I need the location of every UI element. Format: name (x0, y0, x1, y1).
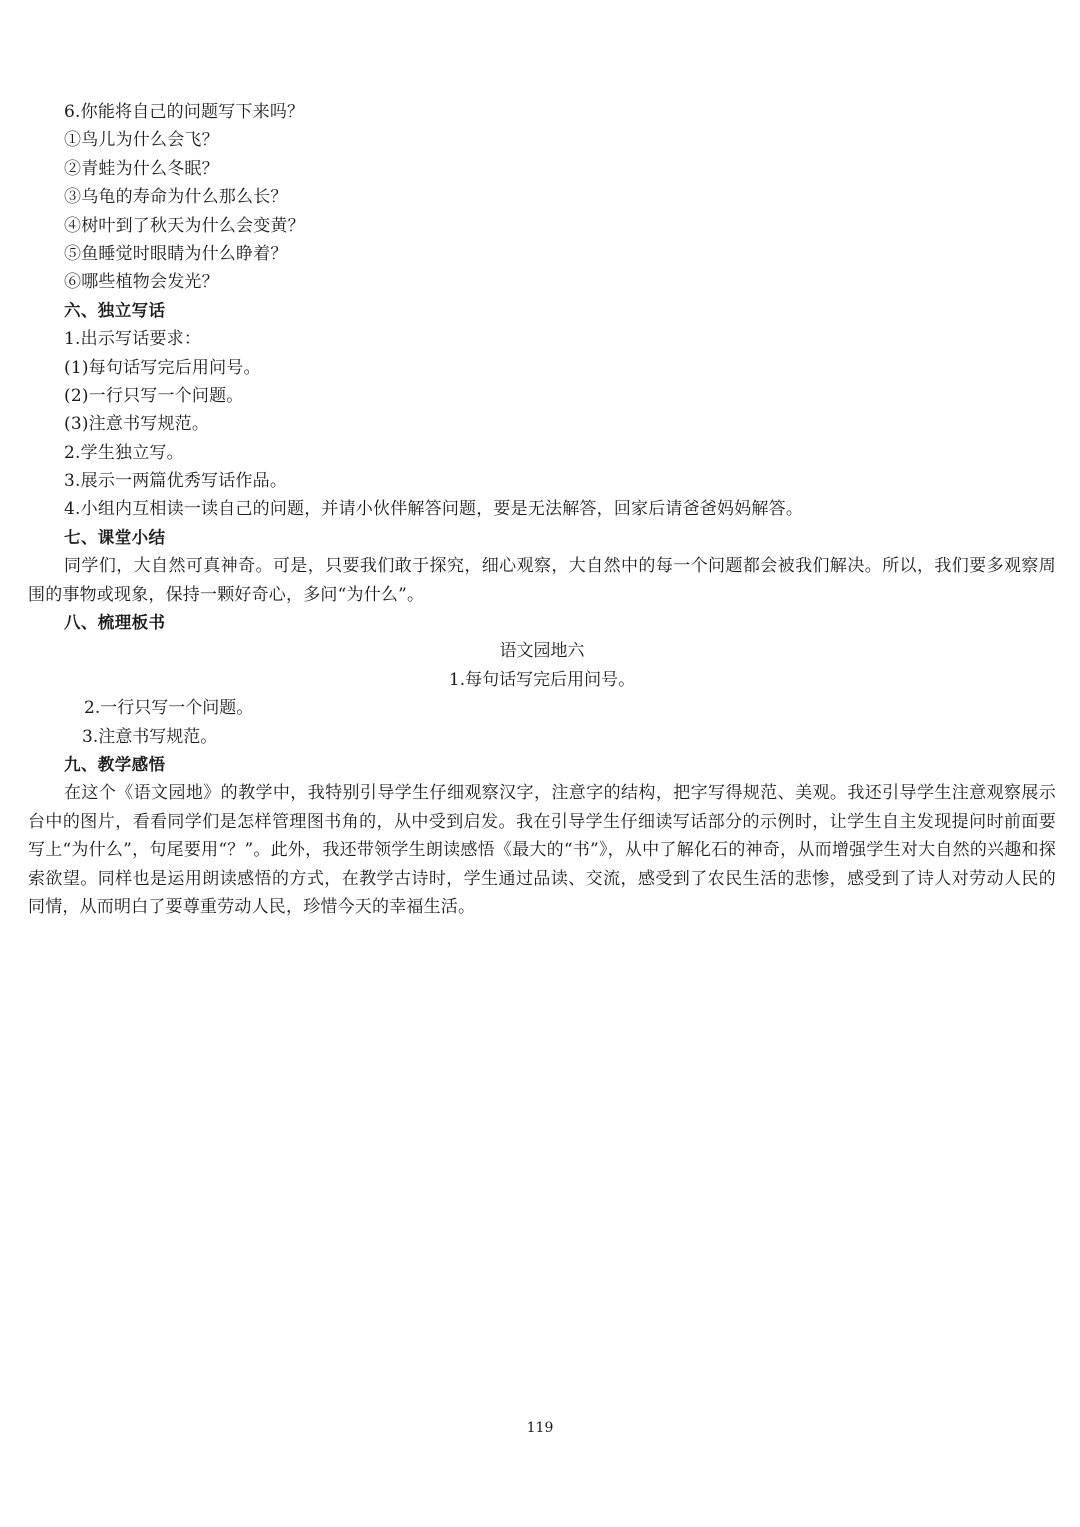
writing-requirement: (1)每句话写完后用问号。 (64, 357, 261, 378)
section-heading-blackboard: 八、梳理板书 (64, 613, 166, 633)
question-item: ④树叶到了秋天为什么会变黄？ (64, 215, 305, 236)
writing-requirement: (2)一行只写一个问题。 (64, 385, 244, 406)
writing-step: 2.学生独立写。 (64, 442, 184, 463)
writing-step: 4.小组内互相读一读自己的问题，并请小伙伴解答问题，要是无法解答，回家后请爸爸妈妈解答。 (64, 499, 804, 520)
section-heading-class-summary: 七、课堂小结 (64, 527, 166, 547)
blackboard-title: 语文园地六 (499, 641, 585, 662)
question-item: ③乌龟的寿命为什么那么长？ (64, 187, 288, 208)
question-item: ⑥哪些植物会发光？ (64, 272, 219, 293)
teaching-reflection-paragraph: 在这个《语文园地》的教学中，我特别引导学生仔细观察汉字，注意字的结构，把字写得规范、美观。我还引导学生注意观察展示台中的图片，看看同学们是怎样管理图书角的，从中受到启发。我在引导学生仔细读写话部分的示例时，让学生自主发现提问时前面要写上“为什么”，句尾要用“？”。此外，我还带领学生朗读感悟《最大的“书”》，从中了解化石的神奇，从而增强学生对大自然的兴趣和探索欲望。同样也是运用朗读感悟的方式，在教学古诗时，学生通过品读、交流，感受到了农民生活的悲惨，感受到了诗人对劳动人民的同情，从而明白了要尊重劳动人民，珍惜今天的幸福生活。 (28, 783, 1056, 918)
question-item: ②青蛙为什么冬眠？ (64, 158, 219, 179)
question-item: ①鸟儿为什么会飞？ (64, 130, 219, 151)
writing-step: 1.出示写话要求： (64, 329, 202, 350)
blackboard-line: 1.每句话写完后用问号。 (448, 669, 636, 690)
writing-requirement: (3)注意书写规范。 (64, 414, 210, 435)
writing-step: 3.展示一两篇优秀写话作品。 (64, 471, 288, 492)
question-6-title: 6.你能将自己的问题写下来吗？ (64, 102, 305, 122)
page-content (28, 98, 1056, 921)
blackboard-line: 3.注意书写规范。 (82, 726, 218, 747)
section-heading-teaching-reflection: 九、教学感悟 (64, 755, 166, 775)
question-item: ⑤鱼睡觉时眼睛为什么睁着？ (64, 243, 288, 264)
blackboard-line: 2.一行只写一个问题。 (84, 698, 254, 719)
page-number: 119 (526, 1420, 554, 1436)
section-heading-independent-writing: 六、独立写话 (64, 300, 166, 320)
class-summary-paragraph: 同学们，大自然可真神奇。可是，只要我们敢于探究，细心观察，大自然中的每一个问题都会被我们解决。所以，我们要多观察周围的事物或现象，保持一颗好奇心，多问“为什么”。 (28, 556, 1056, 605)
